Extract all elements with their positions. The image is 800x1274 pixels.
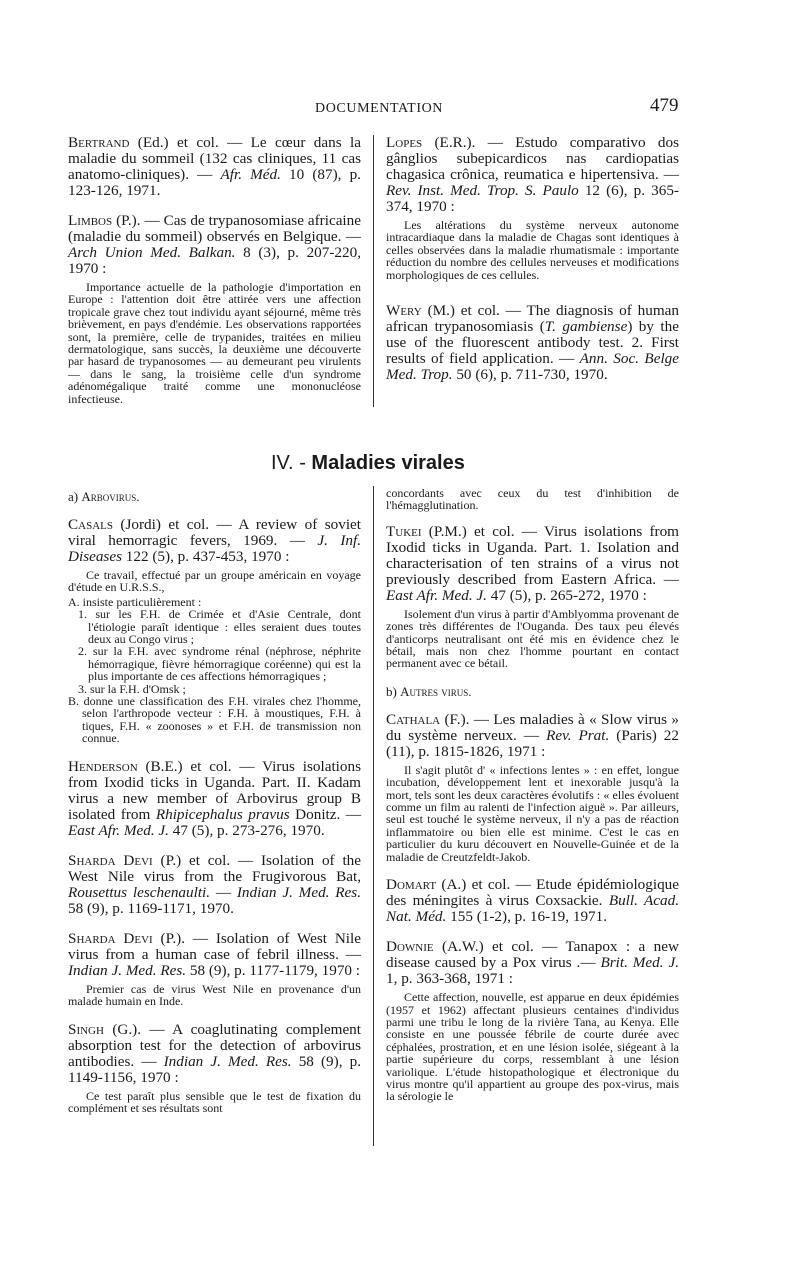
entry-journal: Rousettus leschenaulti.	[68, 883, 211, 901]
list-item: B. donne une classification des F.H. virales chez l'homme, selon l'arthropode vecteur : F.H. à moustiques, F.H. à tiques, F.H. « zoonoses » et F.H. de transmission non connue.	[68, 694, 361, 746]
entry-journal: Bull. Acad. Nat. Méd.	[386, 892, 679, 926]
entry-author: Tukei	[386, 522, 422, 540]
reference-entry: Sharda Devi (P.) et col. — Isolation of the West Nile virus from the Frugivorous Bat, Rousettus leschenaulti. — Indian J. Med. Res. 58 (9), p. 1169-1171, 1970.	[68, 851, 362, 917]
list-item: 2. sur la F.H. avec syndrome rénal (néphrose, néphrite hémorragique, fièvre hémorragique coréenne) qui est la plus importante de ces affections hémorragiques ;	[78, 644, 361, 684]
lower-left-column	[68, 489, 361, 1128]
reference-entry: Domart (A.) et col. — Etude épidémiologique des méningites à virus Coxsackie. Bull. Acad. Nat. Méd. 155 (1-2), p. 16-19, 1971.	[386, 876, 679, 926]
subsection-heading: a) Arbovirus.	[68, 489, 140, 504]
reference-entry: Henderson (B.E.) et col. — Virus isolations from Ixodid ticks in Uganda. Part. II. Kadam virus a new member of Arbovirus group B isolated from Rhipicephalus pravus Donitz. — East Afr. Med. J. 47 (5), p. 273-276, 1970.	[68, 757, 362, 839]
entry-author: Henderson	[68, 757, 138, 775]
entry-author: Bertrand	[68, 134, 130, 151]
entry-abstract: Isolement d'un virus à partir d'Amblyomma provenant de zones très différentes de l'Ouganda. Des taux peu élevés d'anticorps neutralisant ont été mis en évidence chez le bétail, mais non chez l'homme pourtant en contact permanent avec ce bétail.	[386, 606, 679, 671]
reference-entry: Tukei (P.M.) et col. — Virus isolations from Ixodid ticks in Uganda. Part. 1. Isolation and characterisation of ten strains of a virus not previously described from Eastern Africa. — East Afr. Med. J. 47 (5), p. 265-272, 1970 : Isolement d'un virus à partir d'Amblyomma provenant de zones très différentes de l'Ouganda. Des taux peu élevés d'anticorps neutralisant ont été mis en évidence chez le bétail, mais non chez l'homme pourtant en contact permanent avec ce bétail.	[386, 522, 679, 671]
top-left-column	[68, 135, 361, 419]
entry-author: Domart	[386, 876, 437, 894]
entry-abstract: Ce test paraît plus sensible que le test de fixation du complément et ses résultats sont	[68, 1088, 361, 1115]
entry-author: Singh	[68, 1020, 104, 1038]
reference-entry: Wery (M.) et col. — The diagnosis of human african trypanosomiasis (T. gambiense) by the use of the fluorescent antibody test. 2. First results of field application. — Ann. Soc. Belge Med. Trop. 50 (6), p. 711-730, 1970.	[386, 302, 679, 384]
reference-entry: Singh (G.). — A coaglutinating complement absorption test for the detection of arbovirus antibodies. — Indian J. Med. Res. 58 (9), p. 1149-1156, 1970 : Ce test paraît plus sensible que le test de fixation du complément et ses résultats sont	[68, 1020, 361, 1115]
lower-right-column	[386, 487, 679, 1117]
entry-abstract: Les altérations du système nerveux autonome intracardiaque dans la maladie de Chagas sont identiques à celles observées dans la maladie rhumatismale : importante réduction du nombre des cellules nerveuses et modifications morphologiques de ces cellules.	[386, 218, 679, 282]
reference-entry: Bertrand (Ed.) et col. — Le cœur dans la maladie du sommeil (132 cas cliniques, 11 cas anatomo-cliniques). — Afr. Méd. 10 (87), p. 123-126, 1971.	[68, 134, 361, 199]
entry-journal: East Afr. Med. J.	[68, 821, 169, 839]
list-item: 1. sur les F.H. de Crimée et d'Asie Centrale, dont l'étiologie paraît identique : elles seraient dues toutes deux au Congo virus ;	[78, 607, 361, 647]
reference-entry: Lopes (E.R.). — Estudo comparativo dos gânglios subepicardicos nas cardiopatias chagasica crônica, reumatica e hipertensiva. — Rev. Inst. Med. Trop. S. Paulo 12 (6), p. 365-374, 1970 : Les altérations du système nerveux autonome intracardiaque dans la maladie de Chagas sont identiques à celles observées dans la maladie rhumatismale : importante réduction du nombre des cellules nerveuses et modifications morphologiques de ces cellules.	[386, 134, 679, 282]
column-divider	[373, 486, 374, 1146]
entry-journal: Indian J. Med. Res.	[68, 961, 187, 979]
entry-abstract: Ce travail, effectué par un groupe américain en voyage d'étude en U.R.S.S.,	[68, 568, 361, 595]
entry-journal: Brit. Med. J.	[600, 954, 679, 972]
top-right-column	[386, 135, 679, 397]
entry-journal: Rev. Prat.	[546, 726, 610, 744]
list-item: A. insiste particulièrement :	[68, 594, 202, 609]
entry-abstract: Premier cas de virus West Nile en provenance d'un malade humain en Inde.	[68, 981, 361, 1009]
reference-entry: Limbos (P.). — Cas de trypanosomiase africaine (maladie du sommeil) observés en Belgique. — Arch Union Med. Balkan. 8 (3), p. 207-220, 1970 : Importance actuelle de la pathologie d'importation en Europe : l'attention doit être attirée vers une affection tropicale grave chez tout individu ayant séjourné, même très brièvement, en pays d'endémie. Les observations rapportées sont, la première, celle de trypanides, traitées en milieu dermatologique, sans succès, la deuxième une découverte par hasard de trypanosomes — au demeurant peu virulents — dans le sang, la troisième celle d'un syndrome adénomégalique traité comme une mononucléose infectieuse.	[68, 212, 361, 406]
list-item: 3. sur la F.H. d'Omsk ;	[78, 681, 186, 696]
entry-journal: Rev. Inst. Med. Trop. S. Paulo	[386, 182, 579, 199]
entry-journal: East Afr. Med. J.	[386, 586, 487, 604]
entry-journal: Arch Union Med. Balkan.	[68, 244, 236, 261]
entry-author: Cathala	[386, 710, 441, 728]
entry-author: Casals	[68, 516, 113, 533]
subsection-heading: b) Autres virus.	[386, 683, 472, 699]
entry-journal: T. gambiense	[544, 318, 628, 336]
entry-abstract: Il s'agit plutôt d' « infections lentes » : en effet, longue incubation, développement lent et inexorable jusqu'à la mort, tels sont les deux caractères évolutifs : « elles évoluent comme un film au ralenti de l'infection aiguë ». Par ailleurs, seul est touché le système nerveux, il n'y a pas de réaction inflammatoire ou bien elle est minime. C'est le cas en particulier du kuru découvert en Nouvelle-Guinée et de la maladie de Creutzfeldt-Jakob.	[386, 762, 679, 864]
entry-journal: Indian J. Med. Res.	[163, 1052, 292, 1070]
page-number: 479	[650, 95, 679, 116]
entry-journal: J. Inf. Diseases	[68, 532, 361, 565]
entry-author: Lopes	[386, 134, 423, 151]
reference-entry: Downie (A.W.) et col. — Tanapox : a new disease caused by a Pox virus .— Brit. Med. J. 1, p. 363-368, 1971 : Cette affection, nouvelle, est apparue en deux épidémies (1957 et 1962) affectant plusieurs centaines d'individus parmi une tribu le long de la rivière Tana, au Kenya. Elle consiste en une poussée fébrile de courte durée avec céphalées, prostration, et en une lésion isolée, siégeant à la partie supérieure du corps, ressemblant à une lésion variolique. L'étude histopathologique et électronique du virus montre qu'il appartient au groupe des pox-virus, mais la sérologie le	[386, 938, 679, 1104]
reference-entry: Cathala (F.). — Les maladies à « Slow virus » du système nerveux. — Rev. Prat. (Paris) 22 (11), p. 1815-1826, 1971 : Il s'agit plutôt d' « infections lentes » : en effet, longue incubation, développement lent et inexorable jusqu'à la mort, tels sont les deux caractères évolutifs : « elles évoluent comme un film au ralenti de l'infection aiguë ». Par ailleurs, seul est touché le système nerveux, il n'y a pas de réaction inflammatoire ou bien elle est minime. C'est le cas en particulier du kuru découvert en Nouvelle-Guinée et de la maladie de Creutzfeldt-Jakob.	[386, 710, 679, 864]
entry-journal: Indian J. Med. Res.	[236, 883, 362, 901]
entry-journal: Ann. Soc. Belge Med. Trop.	[386, 350, 679, 384]
section-title: IV. - Maladies virales	[271, 452, 465, 474]
reference-entry: Sharda Devi (P.). — Isolation of West Nile virus from a human case of febril illness. — Indian J. Med. Res. 58 (9), p. 1177-1179, 1970 : Premier cas de virus West Nile en provenance d'un malade humain en Inde.	[68, 929, 361, 1009]
entry-author: Sharda Devi	[68, 929, 153, 947]
reference-entry: Casals (Jordi) et col. — A review of soviet viral hemorragic fevers, 1969. — J. Inf. Diseases 122 (5), p. 437-453, 1970 : Ce travail, effectué par un groupe américain en voyage d'étude en U.R.S.S., A. insiste particulièrement : 1. sur les F.H. de Crimée et d'Asie Centrale, dont l'étiologie paraît identique : elles seraient dues toutes deux au Congo virus ; 2. sur la F.H. avec syndrome rénal (néphrose, néphrite hémorragique, fièvre hémorragique coréenne) qui est la plus importante de ces affections hémorragiques ; 3. sur la F.H. d'Omsk ; B. donne une classification des F.H. virales chez l'homme, selon l'arthropode vecteur : F.H. à moustiques, F.H. à tiques, F.H. « zoonoses » et F.H. de transmission non connue.	[68, 516, 361, 746]
entry-abstract: Cette affection, nouvelle, est apparue en deux épidémies (1957 et 1962) affectant plusieurs centaines d'individus parmi une tribu le long de la rivière Tana, au Kenya. Elle consiste en une poussée fébrile de courte durée avec céphalées, prostration, et en une lésion isolée, siégeant à la partie supérieure du corps, ressemblant à une lésion variolique. L'étude histopathologique et électronique du virus montre qu'il appartient au groupe des pox-virus, mais la sérologie le	[386, 990, 679, 1104]
abstract-list	[68, 596, 361, 745]
running-header: DOCUMENTATION	[315, 101, 444, 116]
column-divider	[373, 135, 374, 407]
entry-abstract: Importance actuelle de la pathologie d'importation en Europe : l'attention doit être attirée vers une affection tropicale grave chez tout individu ayant séjourné, même très brièvement, en pays d'endémie. Les observations rapportées sont, la première, celle de trypanides, traitées en milieu dermatologique, sans succès, la deuxième une découverte par hasard de trypanosomes — au demeurant peu virulents — dans le sang, la troisième celle d'un syndrome adénomégalique traité comme une mononucléose infectieuse.	[68, 280, 361, 406]
entry-author: Wery	[386, 302, 422, 320]
entry-journal: Afr. Méd.	[220, 166, 281, 183]
entry-journal: Rhipicephalus pravus	[155, 805, 290, 823]
entry-author: Limbos	[68, 212, 113, 229]
continued-text: concordants avec ceux du test d'inhibition de l'hémagglutination.	[386, 486, 679, 513]
entry-author: Sharda Devi	[68, 851, 153, 869]
entry-author: Downie	[386, 938, 434, 956]
